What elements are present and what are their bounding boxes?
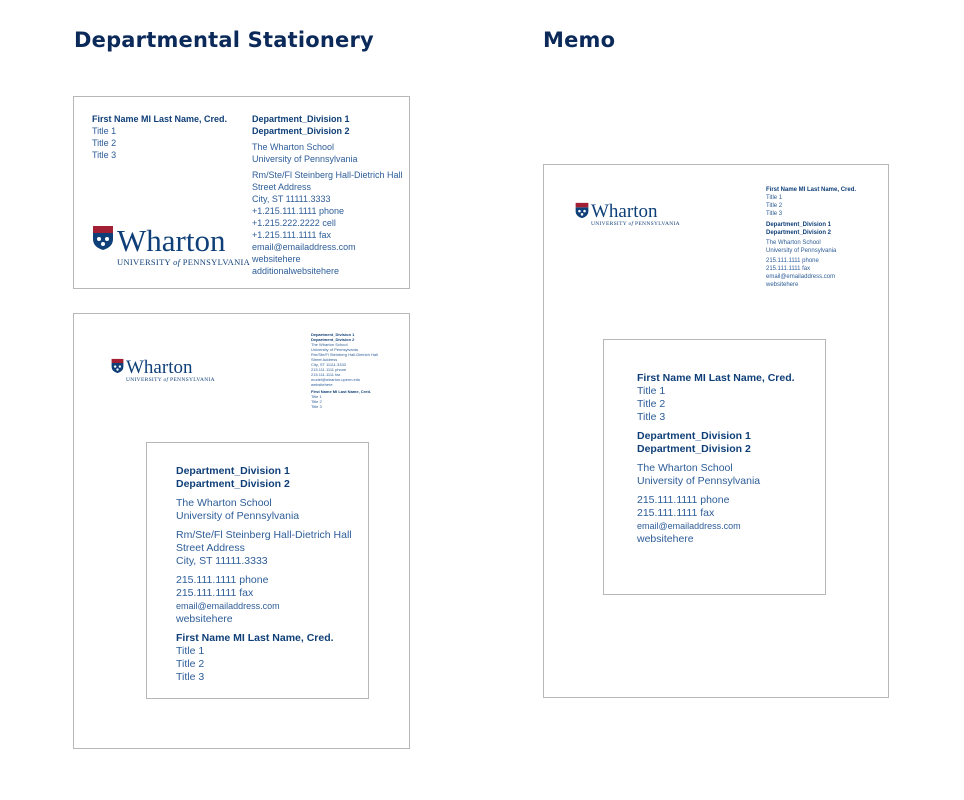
memo-zoom-phone: 215.111.1111 phone [637,494,730,506]
wordmark: Wharton [126,357,193,378]
zoom-name: First Name MI Last Name, Cred. [176,632,334,644]
zoom-fax: 215.111.1111 fax [176,587,254,599]
penn-crest-icon [92,225,114,251]
zoom-title-2: Title 2 [176,658,205,670]
zoom-title-3: Title 3 [176,671,205,683]
zoom-university: University of Pennsylvania [176,510,300,522]
memo-zoom-text [637,372,795,546]
card-phone: +1.215.111.1111 phone [252,206,345,216]
zoom-address-2: Street Address [176,542,245,554]
card-email: email@emailaddress.com [252,242,356,252]
memo-zoom-division-2: Department_Division 2 [637,443,751,455]
card-cell: +1.215.222.2222 cell [252,218,336,228]
mini-line: Department_Division 2 [311,337,355,342]
memo-zoom-box [603,339,826,595]
mini-line: University of Pennsylvania [766,248,837,254]
mini-line: Street Address [311,357,338,362]
letterhead-zoom-text [176,465,352,684]
mini-line: Department_Division 2 [766,230,832,236]
card-address-1: Rm/Ste/Fl Steinberg Hall-Dietrich Hall [252,170,403,180]
card-address-2: Street Address [252,182,312,192]
memo-zoom-fax: 215.111.1111 fax [637,507,715,519]
zoom-division-2: Department_Division 2 [176,478,290,490]
zoom-email: email@emailaddress.com [176,601,280,611]
mini-line: 215.111.1111 phone [311,367,347,372]
memo-zoom-division-1: Department_Division 1 [637,430,751,442]
memo-zoom-title-2: Title 2 [637,398,666,410]
mini-line: First Name MI Last Name, Cred. [311,389,372,394]
card-address-3: City, ST 11111.3333 [252,194,331,204]
mini-line: 215.111.1111 phone [766,258,819,264]
memo-zoom-university: University of Pennsylvania [637,475,761,487]
card-title-1: Title 1 [92,126,117,136]
memo-zoom-school: The Wharton School [637,462,733,474]
card-fax: +1.215.111.1111 fax [252,230,331,240]
zoom-phone: 215.111.1111 phone [176,574,269,586]
mini-line: Department_Division 1 [766,222,832,228]
memo-wharton-logo [575,202,680,227]
card-website-2: additionalwebsitehere [252,266,340,276]
letterhead-mini-text [311,332,378,409]
card-school: The Wharton School [252,142,335,152]
card-title-2: Title 2 [92,138,117,148]
card-division-2: Department_Division 2 [252,126,350,136]
heading-memo: Memo [543,28,616,52]
memo-zoom-name: First Name MI Last Name, Cred. [637,372,795,384]
penn-crest-icon [575,202,589,219]
mini-line: websitehere [311,382,333,387]
business-card [73,96,410,289]
zoom-title-1: Title 1 [176,645,205,657]
card-division-1: Department_Division 1 [252,114,350,124]
card-wharton-logo [92,225,250,267]
mini-line: City, ST 11111.3333 [311,362,346,367]
card-name: First Name MI Last Name, Cred. [92,114,228,124]
mini-line: 215.111.1111 fax [311,372,341,377]
mini-line: model@wharton.upenn.edu [311,377,361,382]
zoom-address-3: City, ST 11111.3333 [176,555,268,567]
university-line: UNIVERSITY of PENNSYLVANIA [591,221,680,227]
zoom-address-1: Rm/Ste/Fl Steinberg Hall-Dietrich Hall [176,529,352,541]
university-line: UNIVERSITY of PENNSYLVANIA [117,257,251,267]
letterhead-zoom-box [146,442,369,699]
wordmark: Wharton [591,201,658,222]
mini-line: Department_Division 1 [311,332,355,337]
card-name-block [92,113,227,161]
zoom-school: The Wharton School [176,497,272,509]
memo-mini-text [766,186,856,289]
mini-line: email@emailaddress.com [766,274,836,280]
memo-zoom-title-3: Title 3 [637,411,666,423]
zoom-website: websitehere [176,613,233,625]
zoom-division-1: Department_Division 1 [176,465,290,477]
memo-zoom-email: email@emailaddress.com [637,521,741,531]
university-line: UNIVERSITY of PENNSYLVANIA [126,377,215,383]
letterhead-wharton-logo [111,358,215,383]
card-title-3: Title 3 [92,150,117,160]
mini-line: Title 2 [311,399,322,404]
memo-zoom-title-1: Title 1 [637,385,666,397]
mini-line: Title 3 [766,211,783,217]
mini-line: The Wharton School [766,240,821,246]
mini-line: Title 1 [766,195,783,201]
card-university: University of Pennsylvania [252,154,358,164]
memo-zoom-website: websitehere [637,533,694,545]
penn-crest-icon [111,358,124,374]
mini-line: Rm/Ste/Fl Steinberg Hall-Dietrich Hall [311,352,378,357]
heading-departmental-stationery: Departmental Stationery [74,28,374,52]
mini-line: Title 1 [311,394,322,399]
mini-line: Title 3 [311,404,322,409]
card-contact-block [252,113,403,277]
mini-line: Title 2 [766,203,783,209]
card-website: websitehere [252,254,301,264]
mini-line: First Name MI Last Name, Cred. [766,187,857,193]
mini-line: University of Pennsylvania [311,347,358,352]
mini-line: The Wharton School [311,342,348,347]
mini-line: 215.111.1111 fax [766,266,811,272]
wordmark: Wharton [117,223,226,258]
mini-line: websitehere [766,282,799,288]
